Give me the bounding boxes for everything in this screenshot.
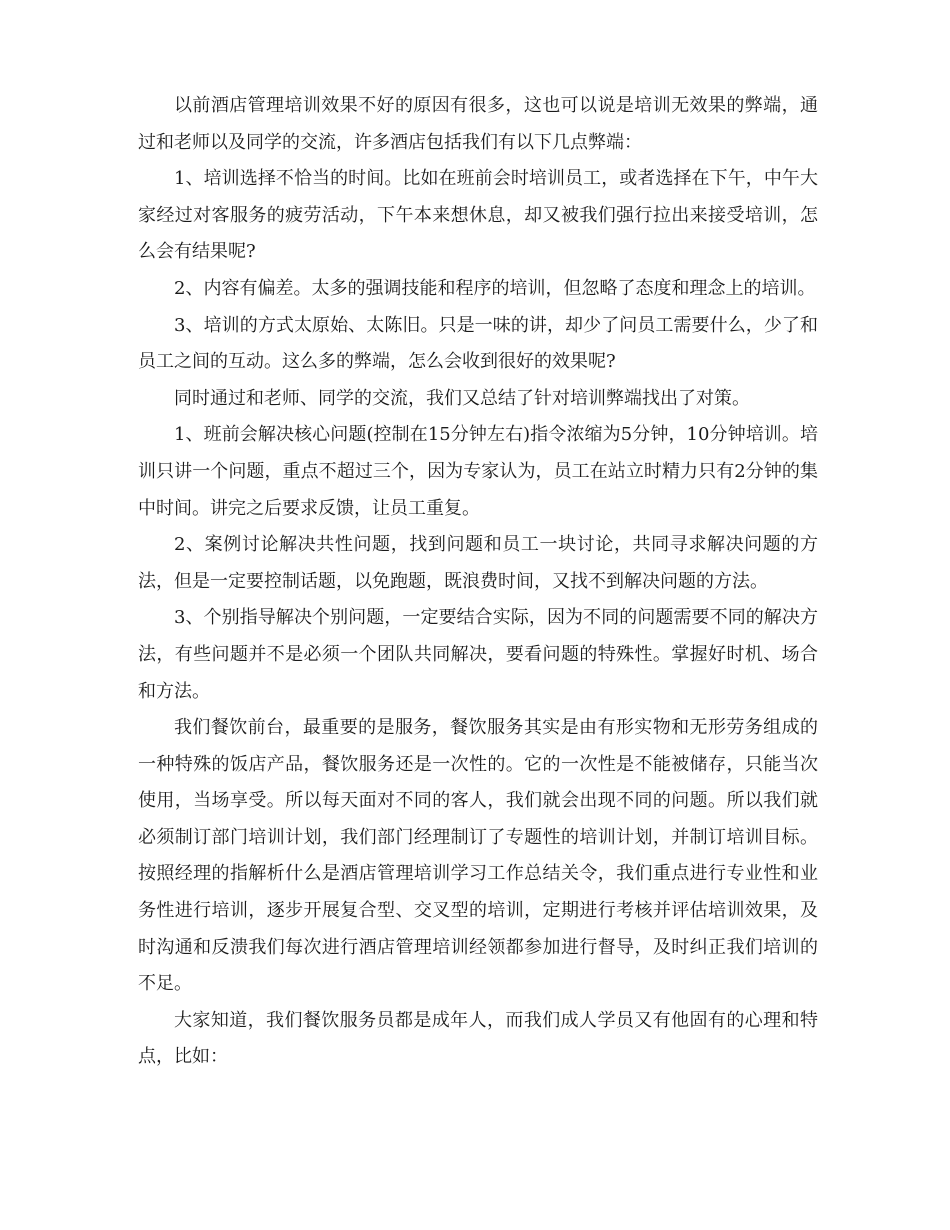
paragraph-adult-learners: 大家知道，我们餐饮服务员都是成年人，而我们成人学员又有他固有的心理和特点，比如： (138, 1009, 818, 1068)
paragraph-countermeasure-2: 2、案例讨论解决共性问题，找到问题和员工一块讨论，共同寻求解决问题的方法，但是一定要控制话题，以免跑题，既浪费时间，又找不到解决问题的方法。 (138, 534, 818, 592)
paragraph-drawback-1: 1、培训选择不恰当的时间。比如在班前会时培训员工，或者选择在下午，中午大家经过对客服务的疲劳活动，下午本来想休息，却又被我们强行拉出来接受培训，怎么会有结果呢? (138, 168, 818, 263)
paragraph-service-training-plan: 我们餐饮前台，最重要的是服务，餐饮服务其实是由有形实物和无形劳务组成的一种特殊的饭店产品，餐饮服务还是一次性的。它的一次性是不能被储存，只能当次使用，当场享受。所以每天面对不同的客人，我们就会出现不同的问题。所以我们就必须制订部门培训计划，我们部门经理制订了专题性的培训计划，并制订培训目标。按照经理的指解析什么是酒店管理培训学习工作总结关令，我们重点进行专业性和业务性进行培训，逐步开展复合型、交叉型的培训，定期进行考核并评估培训效果，及时沟通和反溃我们每次进行酒店管理培训经领都参加进行督导，及时纠正我们培训的不足。 (138, 717, 818, 995)
paragraph-countermeasures-intro: 同时通过和老师、同学的交流，我们又总结了针对培训弊端找出了对策。 (174, 387, 750, 409)
paragraph-drawback-2: 2、内容有偏差。太多的强调技能和程序的培训，但忽略了态度和理念上的培训。 (174, 277, 816, 299)
paragraph-drawback-3: 3、培训的方式太原始、太陈旧。只是一味的讲，却少了问员工需要什么，少了和员工之间的互动。这么多的弊端，怎么会收到很好的效果呢? (138, 314, 818, 373)
document-body (138, 88, 818, 1076)
paragraph-countermeasure-3: 3、个别指导解决个别问题，一定要结合实际，因为不同的问题需要不同的解决方法，有些问题并不是必须一个团队共同解决，要看问题的特殊性。掌握好时机、场合和方法。 (138, 607, 818, 702)
paragraph-intro: 以前酒店管理培训效果不好的原因有很多，这也可以说是培训无效果的弊端，通过和老师以及同学的交流，许多酒店包括我们有以下几点弊端： (138, 95, 818, 153)
paragraph-countermeasure-1: 1、班前会解决核心问题(控制在15分钟左右)指令浓缩为5分钟，10分钟培训。培训只讲一个问题，重点不超过三个，因为专家认为，员工在站立时精力只有2分钟的集中时间。讲完之后要求反馈，让员工重复。 (138, 424, 818, 519)
